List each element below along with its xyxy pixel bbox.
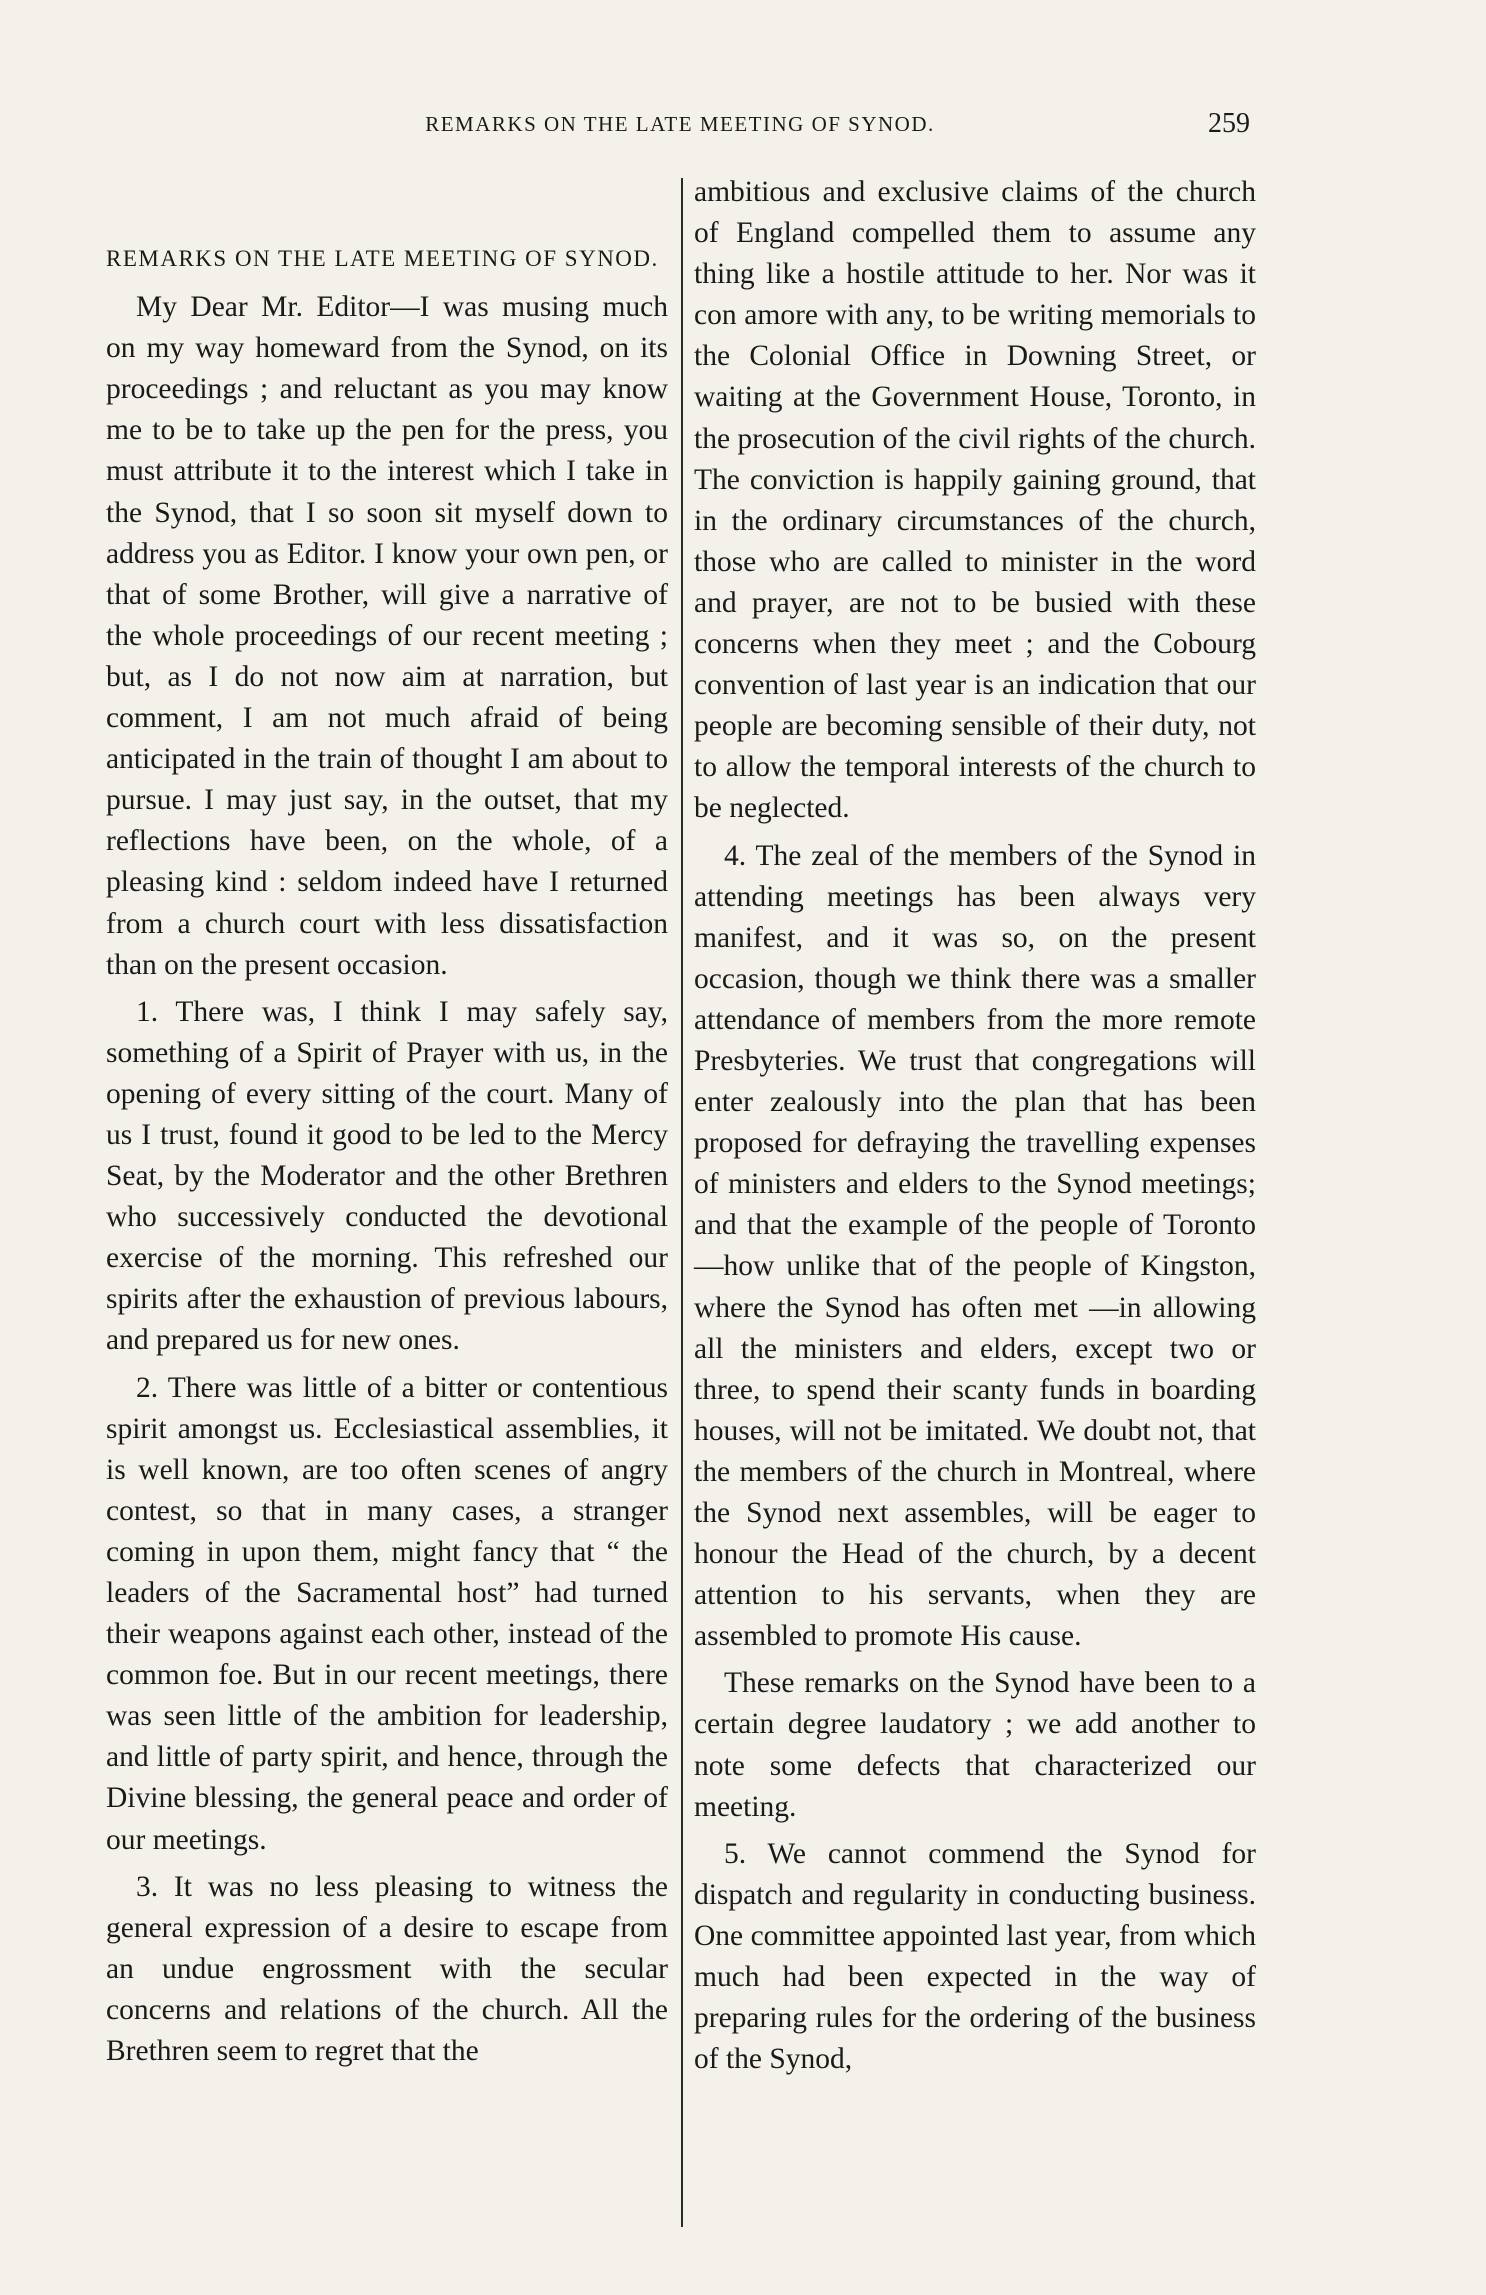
paragraph-intro: My Dear Mr. Editor—I was musing much on my way homeward from the Synod, on its proceedings ; and reluctant as you may know me to be to take up the pen for the press, you must attribute it to the interest which I take in the Synod, that I so soon sit myself down to address you as Editor. I know your own pen, or that of some Brother, will give a narrative of the whole proceedings of our recent meeting ; but, as I do not now aim at narration, but comment, I am not much afraid of being anticipated in the train of thought I am about to pursue. I may just say, in the outset, that my reflections have been, on the whole, of a pleasing kind : seldom indeed have I returned from a church court with less dissatisfaction than on the present occasion.: [106, 291, 668, 981]
paragraph-point-1: 1. There was, I think I may safely say, something of a Spirit of Prayer with us, in the opening of every sitting of the court. Many of us I trust, found it good to be led to the Mercy Seat, by the Moderator and the other Brethren who successively conducted the devotional exercise of the morning. This refreshed our spirits after the exhaustion of previous labours, and prepared us for new ones.: [106, 995, 668, 1357]
left-column: [106, 172, 668, 2072]
running-head: REMARKS ON THE LATE MEETING OF SYNOD.: [425, 112, 935, 136]
column-divider: [681, 178, 683, 2227]
paragraph-transition: These remarks on the Synod have been to a certain degree laudatory ; we add another to note some defects that characterized our meeting.: [694, 1667, 1256, 1823]
paragraph-point-3-continued: ambitious and exclusive claims of the church of England compelled them to assume any thing like a hostile attitude to her. Nor was it con amore with any, to be writing memorials to the Colonial Office in Downing Street, or waiting at the Government House, Toronto, in the prosecution of the civil rights of the church. The conviction is happily gaining ground, that in the ordinary circumstances of the church, those who are called to minister in the word and prayer, are not to be busied with these concerns when they meet ; and the Cobourg convention of last year is an indication that our people are becoming sensible of their duty, not to allow the temporal interests of the church to be neglected.: [694, 176, 1256, 825]
right-column: [694, 172, 1256, 2080]
paragraph-point-2: 2. There was little of a bitter or contentious spirit amongst us. Ecclesiastical assemblies, it is well known, are too often scenes of angry contest, so that in many cases, a stranger coming in upon them, might fancy that “ the leaders of the Sacramental host” had turned their weapons against each other, instead of the common foe. But in our recent meetings, there was seen little of the ambition for leadership, and little of party spirit, and hence, through the Divine blessing, the general peace and order of our meetings.: [106, 1371, 668, 1856]
paragraph-point-3: 3. It was no less pleasing to witness the general expression of a desire to escape from an undue engrossment with the secular concerns and relations of the church. All the Brethren seem to regret that the: [106, 1870, 668, 2068]
page-number: 259: [1208, 108, 1250, 139]
paragraph-point-5: 5. We cannot commend the Synod for dispatch and regularity in conducting business. One committee appointed last year, from which much had been expected in the way of preparing rules for the ordering of the business of the Synod,: [694, 1837, 1256, 2076]
paragraph-point-4: 4. The zeal of the members of the Synod in attending meetings has been always very manifest, and it was so, on the present occasion, though we think there was a smaller attendance of members from the more remote Presbyteries. We trust that congregations will enter zealously into the plan that has been proposed for defraying the travelling expenses of ministers and elders to the Synod meetings; and that the example of the people of Toronto—how unlike that of the people of Kingston, where the Synod has often met —in allowing all the ministers and elders, except two or three, to spend their scanty funds in boarding houses, will not be imitated. We doubt not, that the members of the church in Montreal, where the Synod next assembles, will be eager to honour the Head of the church, by a decent attention to his servants, when they are assembled to promote His cause.: [694, 839, 1256, 1653]
article-heading: REMARKS ON THE LATE MEETING OF SYNOD.: [106, 246, 659, 271]
